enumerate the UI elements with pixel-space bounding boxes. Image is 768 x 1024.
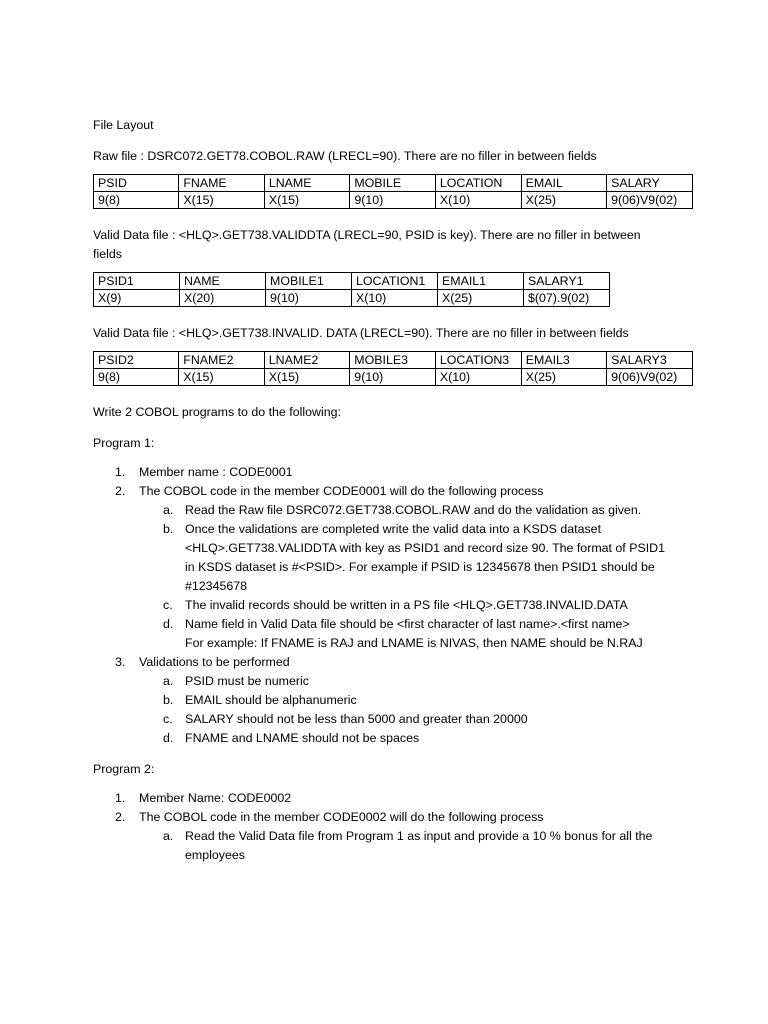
invalid-value-row: [94, 369, 693, 386]
list-item: [93, 789, 693, 808]
raw-file-layout-table: [93, 174, 693, 209]
table-cell: LNAME2: [264, 352, 350, 369]
table-cell: X(15): [179, 192, 265, 209]
table-cell: X(25): [521, 192, 606, 209]
sub-list-letter: a.: [163, 674, 174, 688]
sub-list-text: employees: [185, 848, 245, 862]
table-cell: X(10): [435, 369, 521, 386]
table-cell: X(15): [264, 369, 350, 386]
valid-header-row: [94, 273, 610, 290]
sub-list-text: Once the validations are completed write the valid data into a KSDS dataset: [185, 522, 602, 536]
raw-file-description: Raw file : DSRC072.GET78.COBOL.RAW (LRECL=90). There are no filler in between fields: [93, 149, 597, 163]
list-number: 1.: [115, 791, 126, 805]
list-number: 2.: [115, 484, 126, 498]
sub-list-item: [93, 827, 693, 865]
table-cell: EMAIL: [521, 175, 606, 192]
sub-list-text: PSID must be numeric: [185, 674, 309, 688]
table-cell: X(15): [179, 369, 265, 386]
list-item-text: Validations to be performed: [139, 655, 290, 669]
table-cell: X(15): [264, 192, 350, 209]
table-cell: X(10): [435, 192, 521, 209]
sub-list-item: [93, 691, 693, 710]
list-item-text: The COBOL code in the member CODE0001 will do the following process: [139, 484, 544, 498]
sub-list-item: [93, 615, 693, 653]
program1-list: [93, 463, 693, 748]
sub-list-item: [93, 672, 693, 691]
table-cell: MOBILE: [350, 175, 436, 192]
table-cell: 9(8): [94, 369, 179, 386]
sub-list-letter: c.: [163, 712, 173, 726]
valid-file-description-line2: fields: [93, 247, 122, 261]
invalid-file-layout-table: [93, 351, 693, 386]
table-cell: 9(10): [350, 192, 436, 209]
sub-list-item: [93, 596, 693, 615]
table-cell: LOCATION3: [435, 352, 521, 369]
sub-list-letter: a.: [163, 829, 174, 843]
document-page: [93, 116, 693, 865]
table-cell: SALARY3: [607, 352, 693, 369]
sub-list-item: [93, 520, 693, 596]
invalid-file-description: Valid Data file : <HLQ>.GET738.INVALID. DATA (LRECL=90). There are no filler in between fields: [93, 326, 629, 340]
valid-file-layout-table: [93, 272, 610, 307]
sub-list-text: in KSDS dataset is #<PSID>. For example if PSID is 12345678 then PSID1 should be: [185, 560, 655, 574]
sub-list-item: [93, 501, 693, 520]
table-cell: NAME: [180, 273, 266, 290]
list-item-text: Member Name: CODE0002: [139, 791, 292, 805]
list-item: [93, 463, 693, 482]
sub-list-letter: b.: [163, 693, 174, 707]
sub-list-item: [93, 710, 693, 729]
table-cell: FNAME2: [179, 352, 265, 369]
list-number: 3.: [115, 655, 126, 669]
table-cell: PSID1: [94, 273, 180, 290]
table-cell: X(9): [94, 290, 180, 307]
list-item: [93, 482, 693, 653]
sub-list-text: Read the Raw file DSRC072.GET738.COBOL.RAW and do the validation as given.: [185, 503, 642, 517]
sub-list-letter: b.: [163, 522, 174, 536]
table-cell: X(10): [352, 290, 438, 307]
sub-list-item: [93, 729, 693, 748]
list-number: 1.: [115, 465, 126, 479]
sub-list-text: Read the Valid Data file from Program 1 as input and provide a 10 % bonus for all the: [185, 829, 653, 843]
sub-list-text: The invalid records should be written in a PS file <HLQ>.GET738.INVALID.DATA: [185, 598, 628, 612]
sub-list-letter: a.: [163, 503, 174, 517]
table-cell: SALARY1: [524, 273, 610, 290]
sub-list-letter: d.: [163, 731, 174, 745]
doc-title: File Layout: [93, 118, 154, 132]
table-cell: 9(10): [350, 369, 436, 386]
table-cell: MOBILE1: [266, 273, 352, 290]
valid-value-row: [94, 290, 610, 307]
raw-value-row: [94, 192, 693, 209]
sub-list-letter: d.: [163, 617, 174, 631]
list-item: [93, 653, 693, 748]
sub-list-text: #12345678: [185, 579, 248, 593]
sub-list-text: <HLQ>.GET738.VALIDDTA with key as PSID1 and record size 90. The format of PSID1: [185, 541, 666, 555]
table-cell: X(25): [521, 369, 606, 386]
sub-list: [139, 827, 693, 865]
table-cell: 9(10): [266, 290, 352, 307]
sub-list-text: For example: If FNAME is RAJ and LNAME is NIVAS, then NAME should be N.RAJ: [185, 636, 643, 650]
sub-list-letter: c.: [163, 598, 173, 612]
table-cell: $(07).9(02): [524, 290, 610, 307]
table-cell: LOCATION1: [352, 273, 438, 290]
table-cell: SALARY: [607, 175, 693, 192]
table-cell: PSID: [94, 175, 179, 192]
table-cell: X(25): [438, 290, 524, 307]
task-intro: Write 2 COBOL programs to do the following:: [93, 405, 341, 419]
table-cell: X(20): [180, 290, 266, 307]
list-item: [93, 808, 693, 865]
raw-header-row: [94, 175, 693, 192]
program1-heading: Program 1:: [93, 436, 155, 450]
table-cell: LNAME: [264, 175, 350, 192]
sub-list-text: EMAIL should be alphanumeric: [185, 693, 357, 707]
sub-list-text: SALARY should not be less than 5000 and greater than 20000: [185, 712, 528, 726]
valid-file-description-line1: Valid Data file : <HLQ>.GET738.VALIDDTA (LRECL=90, PSID is key). There are no filler in between: [93, 228, 641, 242]
table-cell: 9(06)V9(02): [607, 369, 693, 386]
table-cell: EMAIL3: [521, 352, 606, 369]
table-cell: MOBILE3: [350, 352, 436, 369]
sub-list-text: Name field in Valid Data file should be <first character of last name>.<first name>: [185, 617, 630, 631]
list-item-text: The COBOL code in the member CODE0002 will do the following process: [139, 810, 544, 824]
table-cell: PSID2: [94, 352, 179, 369]
program2-list: [93, 789, 693, 865]
table-cell: 9(8): [94, 192, 179, 209]
list-number: 2.: [115, 810, 126, 824]
invalid-header-row: [94, 352, 693, 369]
table-cell: 9(06)V9(02): [607, 192, 693, 209]
table-cell: LOCATION: [435, 175, 521, 192]
table-cell: FNAME: [179, 175, 265, 192]
sub-list: [139, 501, 693, 653]
sub-list: [139, 672, 693, 748]
sub-list-text: FNAME and LNAME should not be spaces: [185, 731, 420, 745]
program2-heading: Program 2:: [93, 762, 155, 776]
list-item-text: Member name : CODE0001: [139, 465, 293, 479]
table-cell: EMAIL1: [438, 273, 524, 290]
